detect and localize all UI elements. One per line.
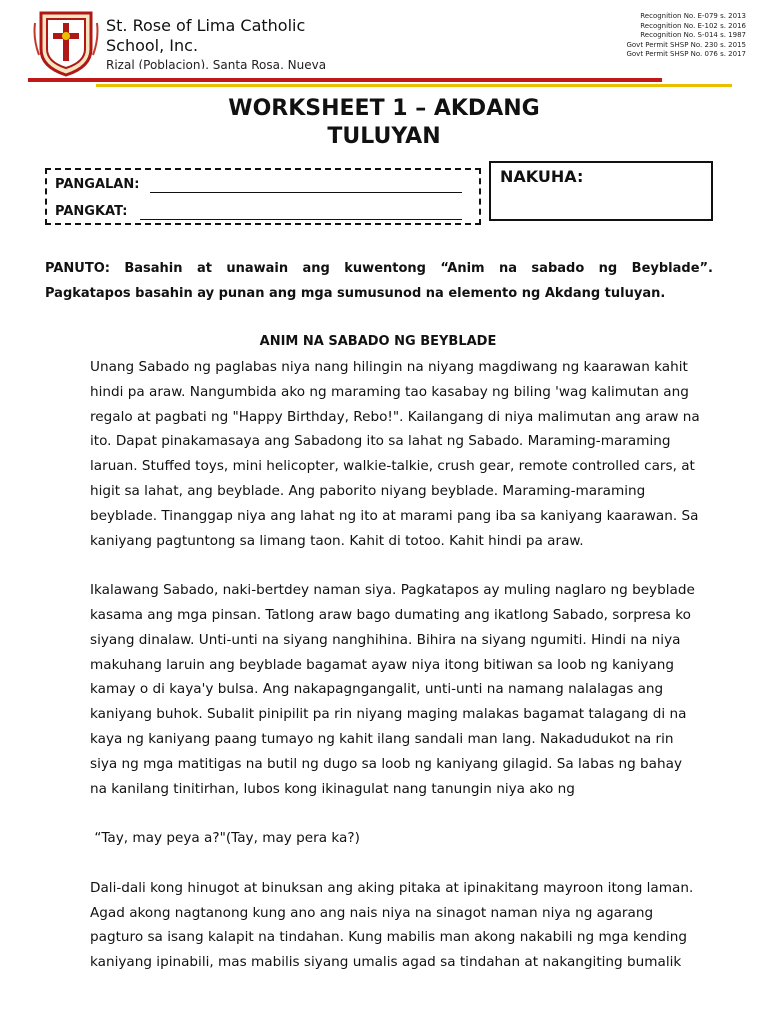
story-line: hindi pa araw. Nangumbida ako ng maraming tao kasabay ng biling 'wag kalimutan ang	[90, 383, 689, 400]
recognition-line: Recognition No. E-079 s. 2013	[640, 12, 746, 20]
instructions-line: Pagkatapos basahin ay punan ang mga sumusunod na elemento ng Akdang tuluyan.	[45, 286, 666, 301]
name-input-line[interactable]	[150, 192, 462, 193]
header-rule-red	[28, 78, 662, 82]
score-box[interactable]	[489, 161, 713, 221]
story-line: laruan. Stuffed toys, mini helicopter, walkie-talkie, crush gear, remote controlled cars, at	[90, 458, 695, 475]
group-field	[55, 204, 127, 219]
story-line: pagturo sa isang kalapit na tindahan. Kung mabilis man akong nakabili ng mga kending	[90, 929, 687, 946]
story-line: kaniyang ipinabili, mas mabilis siyang umalis agad sa tindahan at nakangiting bumalik	[90, 954, 682, 971]
story-title: ANIM NA SABADO NG BEYBLADE	[259, 334, 497, 349]
story-line: Ikalawang Sabado, naki-bertdey naman siya. Pagkatapos ay muling naglaro ng beyblade	[90, 582, 695, 599]
worksheet-title-line: TULUYAN	[327, 124, 441, 149]
name-field	[55, 177, 139, 192]
story-line: regalo at pagbati ng "Happy Birthday, Rebo!". Kailangang di niya malimutan ang araw na	[90, 408, 700, 425]
group-input-line[interactable]	[140, 219, 462, 220]
instructions-line: PANUTO: Basahin at unawain ang kuwentong “Anim na sabado ng Beyblade”.	[45, 261, 713, 276]
story-line: na kanilang tinitirhan, lubos kong ikinagulat nang tanungin niya ako ng	[90, 780, 575, 797]
story-line: beyblade. Tinanggap niya ang lahat ng ito at marami pang iba sa kaniyang kaarawan. Sa	[90, 507, 699, 524]
story-line: Unang Sabado ng paglabas niya nang hilingin na niyang magdiwang ng kaarawan kahit	[90, 359, 688, 375]
story-line: kasama ang mga pinsan. Tatlong araw bago dumating ang ikatlong Sabado, sorpresa ko	[90, 606, 691, 623]
story-line: ito. Dapat pinakamasaya ang Sabadong ito sa lahat ng Sabado. Maraming-maraming	[90, 433, 671, 450]
name-label: PANGALAN:	[55, 177, 140, 192]
recognition-line: Govt Permit SHSP No. 076 s. 2017	[626, 50, 746, 58]
recognition-line: Recognition No. S-014 s. 1987	[640, 31, 746, 39]
story-line: kaniyang buhok. Subalit pinipilit pa rin niyang maging malakas bagamat talagang di na	[90, 706, 687, 723]
story-line: Dali-dali kong hinugot at binuksan ang aking pitaka at ipinakitang mayroon itong laman.	[90, 879, 694, 896]
recognition-list	[626, 12, 746, 60]
group-label: PANGKAT:	[55, 204, 128, 219]
school-address: Rizal (Poblacion), Santa Rosa, Nueva	[106, 58, 327, 69]
instructions	[45, 256, 713, 306]
school-seal-logo	[33, 9, 99, 77]
school-seal-icon	[33, 9, 99, 77]
story-line: siyang dinalaw. Unti-unti na siyang nanghihina. Bihira na siyang ngumiti. Hindi na niya	[90, 631, 681, 648]
student-info-box	[45, 168, 481, 225]
recognition-line: Recognition No. E-102 s. 2016	[640, 21, 746, 30]
worksheet-title-line: WORKSHEET 1 – AKDANG	[228, 96, 540, 121]
paragraph-gap	[90, 801, 720, 826]
paragraph-gap	[90, 851, 720, 876]
story-line: Agad akong nagtanong kung ano ang nais niya na sinagot naman niya ng agarang	[90, 904, 654, 921]
story-line: higit sa lahat, ang beyblade. Ang paborito niyang beyblade. Maraming-maraming	[90, 482, 646, 499]
story-line: kaya ng kaniyang paang tumayo ng kahit ilang sandali man lang. Nakadudukot na rin	[90, 730, 674, 747]
story-line: siya ng mga matitigas na butil ng dugo sa loob ng kaniyang gilagid. Sa labas ng bahay	[90, 755, 682, 772]
paragraph-gap	[90, 553, 720, 578]
story-line: kamay o di kaya'y bulsa. Ang nakapagngangalit, unti-unti na namang nalalagas ang	[90, 681, 664, 698]
worksheet-title	[0, 95, 768, 151]
story-line: kaniyang pagtuntong sa limang taon. Kahit di totoo. Kahit hindi pa araw.	[90, 532, 584, 549]
story-line: makuhang laruin ang beyblade bagamat ayaw niya itong bitiwan sa loob ng kaniyang	[90, 656, 675, 673]
story-quote: “Tay, may peya a?"(Tay, may pera ka?)	[90, 830, 360, 847]
story-body	[90, 355, 720, 975]
score-label: NAKUHA:	[500, 167, 584, 186]
school-name: St. Rose of Lima Catholic School, Inc.	[106, 16, 306, 55]
recognition-line: Govt Permit SHSP No. 230 s. 2015	[626, 40, 746, 49]
header-rule-gold	[96, 84, 732, 87]
